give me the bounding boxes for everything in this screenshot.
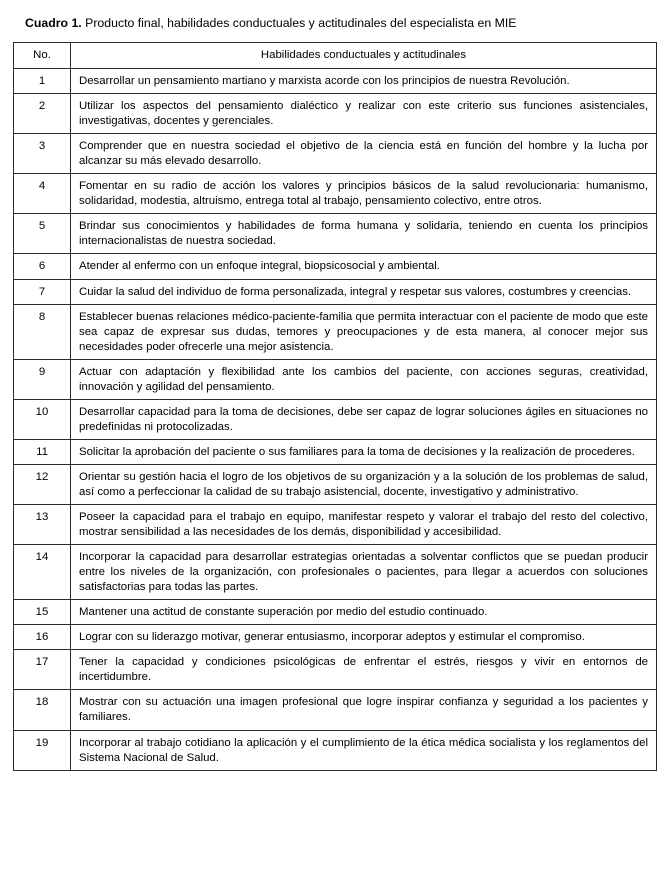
row-number: 11 [14, 439, 71, 464]
row-skill-text: Cuidar la salud del individuo de forma personalizada, integral y respetar sus valores, costumbres y creencias. [71, 279, 657, 304]
row-number: 1 [14, 69, 71, 94]
row-number: 12 [14, 464, 71, 504]
row-number: 7 [14, 279, 71, 304]
table-row [14, 439, 657, 464]
caption-text: Producto final, habilidades conductuales y actitudinales del especialista en MIE [81, 16, 517, 30]
row-number: 4 [14, 174, 71, 214]
table-row [14, 690, 657, 730]
table-head [14, 42, 657, 68]
row-skill-text: Lograr con su liderazgo motivar, generar entusiasmo, incorporar adeptos y estimular el compromiso. [71, 625, 657, 650]
column-header-skill: Habilidades conductuales y actitudinales [71, 42, 657, 68]
row-number: 19 [14, 730, 71, 770]
row-number: 10 [14, 399, 71, 439]
row-skill-text: Incorporar la capacidad para desarrollar estrategias orientadas a solventar conflictos que se puedan producir entre los niveles de la organización, con profesionales o pacientes, para llegar a acuerdos con soluciones satisfactorias para todas las partes. [71, 545, 657, 600]
table-row [14, 174, 657, 214]
row-skill-text: Desarrollar un pensamiento martiano y marxista acorde con los principios de nuestra Revolución. [71, 69, 657, 94]
table-row [14, 505, 657, 545]
table-row [14, 650, 657, 690]
row-skill-text: Mantener una actitud de constante superación por medio del estudio continuado. [71, 600, 657, 625]
table-row [14, 134, 657, 174]
row-number: 14 [14, 545, 71, 600]
row-skill-text: Establecer buenas relaciones médico-paciente-familia que permita interactuar con el paciente de modo que este sea capaz de expresar sus dudas, temores y preocupaciones y de esta manera, al conocer mejor sus necesidades poder ofrecerle una mejor asistencia. [71, 304, 657, 359]
skills-table [13, 42, 657, 771]
table-row [14, 69, 657, 94]
table-row [14, 730, 657, 770]
table-row [14, 94, 657, 134]
column-header-no: No. [14, 42, 71, 68]
row-number: 18 [14, 690, 71, 730]
table-row [14, 214, 657, 254]
table-body [14, 69, 657, 771]
row-number: 9 [14, 359, 71, 399]
row-number: 2 [14, 94, 71, 134]
caption-label: Cuadro 1. [25, 16, 82, 30]
table-row [14, 625, 657, 650]
table-row [14, 279, 657, 304]
row-number: 15 [14, 600, 71, 625]
row-skill-text: Tener la capacidad y condiciones psicológicas de enfrentar el estrés, riesgos y vivir en entornos de incertidumbre. [71, 650, 657, 690]
table-row [14, 254, 657, 279]
row-number: 5 [14, 214, 71, 254]
row-skill-text: Solicitar la aprobación del paciente o sus familiares para la toma de decisiones y la realización de procederes. [71, 439, 657, 464]
table-row [14, 304, 657, 359]
row-skill-text: Atender al enfermo con un enfoque integral, biopsicosocial y ambiental. [71, 254, 657, 279]
table-row [14, 545, 657, 600]
table-header-row [14, 42, 657, 68]
row-number: 8 [14, 304, 71, 359]
row-skill-text: Mostrar con su actuación una imagen profesional que logre inspirar confianza y seguridad a los pacientes y familiares. [71, 690, 657, 730]
row-number: 17 [14, 650, 71, 690]
row-skill-text: Fomentar en su radio de acción los valores y principios básicos de la salud revolucionaria: humanismo, solidaridad, modestia, altruismo, entrega total al trabajo, pensamiento colectivo, entre otros. [71, 174, 657, 214]
table-row [14, 399, 657, 439]
row-skill-text: Incorporar al trabajo cotidiano la aplicación y el cumplimiento de la ética médica socialista y los reglamentos del Sistema Nacional de Salud. [71, 730, 657, 770]
table-row [14, 464, 657, 504]
row-skill-text: Utilizar los aspectos del pensamiento dialéctico y realizar con este criterio sus funciones asistenciales, investigativas, docentes y gerenciales. [71, 94, 657, 134]
row-number: 16 [14, 625, 71, 650]
table-caption [25, 16, 657, 32]
table-row [14, 359, 657, 399]
row-number: 3 [14, 134, 71, 174]
row-skill-text: Poseer la capacidad para el trabajo en equipo, manifestar respeto y valorar el trabajo del resto del colectivo, mostrar sensibilidad a las necesidades de los demás, disponibilidad y accesibilidad. [71, 505, 657, 545]
row-skill-text: Comprender que en nuestra sociedad el objetivo de la ciencia está en función del hombre y la lucha por alcanzar su más elevado desarrollo. [71, 134, 657, 174]
row-number: 13 [14, 505, 71, 545]
row-skill-text: Brindar sus conocimientos y habilidades de forma humana y solidaria, teniendo en cuenta los principios internacionalistas de nuestra sociedad. [71, 214, 657, 254]
row-skill-text: Orientar su gestión hacia el logro de los objetivos de su organización y a la solución de los problemas de salud, así como a perfeccionar la calidad de su trabajo asistencial, docente, investigativo y administrativo. [71, 464, 657, 504]
row-skill-text: Desarrollar capacidad para la toma de decisiones, debe ser capaz de lograr soluciones ágiles en situaciones no predefinidas ni protocolizadas. [71, 399, 657, 439]
table-row [14, 600, 657, 625]
row-number: 6 [14, 254, 71, 279]
row-skill-text: Actuar con adaptación y flexibilidad ante los cambios del paciente, con acciones seguras, creatividad, innovación y agilidad del pensamiento. [71, 359, 657, 399]
